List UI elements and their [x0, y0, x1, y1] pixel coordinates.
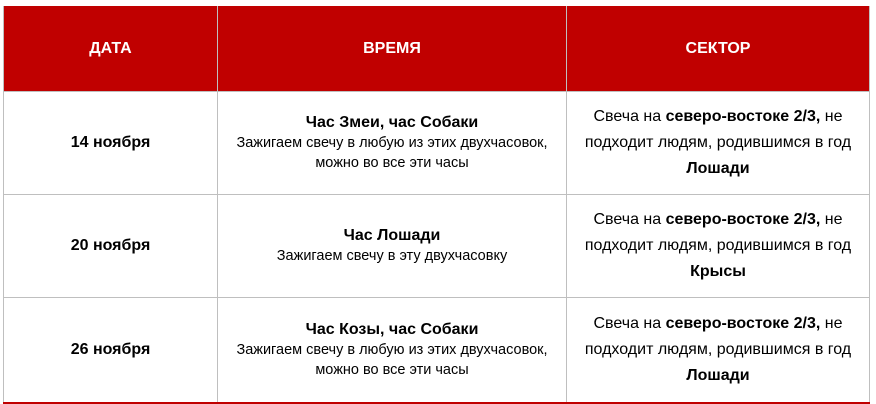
header-time: ВРЕМЯ [218, 6, 567, 92]
sector-cell [567, 92, 870, 195]
sector-animal: Крысы [690, 263, 746, 280]
header-sector: СЕКТОР [567, 6, 870, 92]
date-cell: 20 ноября [4, 195, 218, 298]
time-title: Час Козы, час Собаки [305, 321, 479, 338]
sector-animal: Лошади [686, 160, 750, 177]
date-cell: 14 ноября [4, 92, 218, 195]
date-cell: 26 ноября [4, 298, 218, 404]
sector-middle: не подходит людям, родившимся в год [584, 211, 852, 254]
table-row [4, 195, 870, 298]
sector-prefix: Свеча на [593, 108, 666, 125]
time-note: Зажигаем свечу в любую из этих двухчасовок, можно во все эти часы [236, 135, 548, 171]
time-cell [218, 92, 567, 195]
sector-direction: северо-востоке 2/3, [665, 315, 821, 332]
header-date-label: ДАТА [89, 39, 132, 57]
sector-cell [567, 195, 870, 298]
time-title: Час Лошади [343, 227, 441, 244]
candle-schedule-table [3, 6, 870, 404]
sector-middle: не подходит людям, родившимся в год [584, 315, 852, 358]
time-cell [218, 298, 567, 404]
sector-animal: Лошади [686, 367, 750, 384]
sector-cell [567, 298, 870, 404]
sector-prefix: Свеча на [593, 211, 666, 228]
table-row [4, 298, 870, 404]
sector-direction: северо-востоке 2/3, [665, 211, 821, 228]
time-note: Зажигаем свечу в любую из этих двухчасовок, можно во все эти часы [236, 342, 548, 378]
sector-prefix: Свеча на [593, 315, 666, 332]
header-row [4, 6, 870, 92]
time-note: Зажигаем свечу в эту двухчасовку [276, 248, 508, 264]
header-date [4, 6, 218, 92]
sector-direction: северо-востоке 2/3, [665, 108, 821, 125]
time-cell [218, 195, 567, 298]
table-row [4, 92, 870, 195]
time-title: Час Змеи, час Собаки [305, 114, 479, 131]
sector-middle: не подходит людям, родившимся в год [584, 108, 852, 151]
